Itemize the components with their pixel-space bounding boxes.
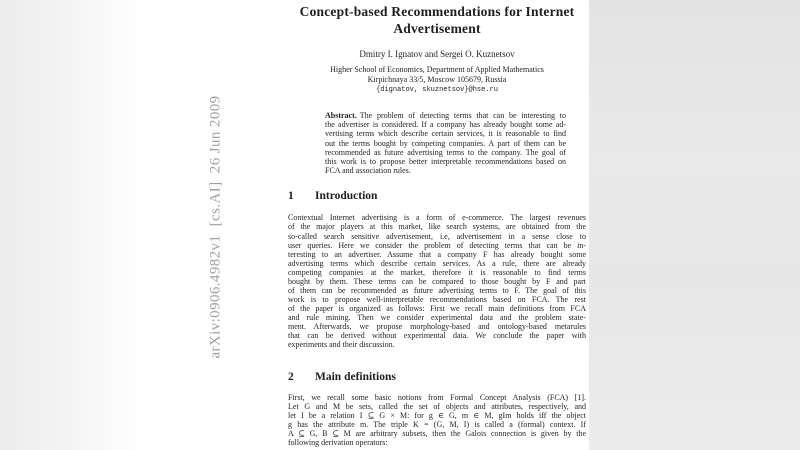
section-1-paragraph bbox=[288, 213, 586, 349]
text-line: ment. Afterwards, we propose morphology-based and ontology-based metarules bbox=[288, 321, 586, 331]
text-line: following derivation operators: bbox=[288, 438, 388, 448]
text-line: teresting to an advertiser. Assume that a company F has already bought some bbox=[288, 249, 586, 259]
text-line: vertising terms which describe certain services, it is reasonable to find bbox=[325, 129, 566, 139]
text-line: A ⊆ G, B ⊆ M are arbitrary subsets, then the Galois connection is given by the bbox=[288, 429, 586, 439]
text-line: out the terms bought by competing companies. A part of them can be bbox=[325, 138, 566, 148]
text-line: of the major players at this market, like search systems, are obtained from the bbox=[288, 222, 586, 232]
text-line: First, we recall some basic notions from Formal Concept Analysis (FCA) [1]. bbox=[288, 393, 586, 403]
arxiv-watermark: arXiv:0906.4982v1 [cs.AI] 26 Jun 2009 bbox=[207, 95, 224, 359]
text-line: bought by them. These terms can be compared to those bought by F and part bbox=[288, 276, 586, 286]
section-1-title: Introduction bbox=[315, 190, 378, 203]
text-line: g has the attribute m. The triple K = (G, M, I) is called a (formal) context. If bbox=[288, 420, 586, 430]
text-line: and rule mining. Then we consider experimental data and the problem state- bbox=[288, 312, 586, 322]
text-line: of the paper is organized as follows: First we recall main definitions from FCA bbox=[288, 303, 586, 313]
affiliation bbox=[288, 65, 586, 85]
text-line: Concept-based Recommendations for Internet bbox=[299, 4, 575, 19]
authors-line: Dmitry I. Ignatov and Sergei O. Kuznetsov bbox=[359, 49, 515, 59]
abstract-lines bbox=[325, 120, 566, 175]
section-2-number: 2 bbox=[288, 371, 294, 384]
paper-title bbox=[288, 0, 586, 37]
abstract-label: Abstract. bbox=[325, 111, 357, 120]
text-line: let I be a relation I ⊆ G × M: for g ∈ G, m ∈ M, gIm holds iff the object bbox=[288, 411, 586, 421]
text-line: advertising terms which describe certain services. As a rule, there are already bbox=[288, 258, 586, 268]
text-line: so-called search sensitive advertisement, i.e, advertisement in a sense close to bbox=[288, 231, 586, 241]
text-line: user queries. Here we consider the problem of detecting terms that can be in- bbox=[288, 240, 586, 250]
text-line: Higher School of Economics, Department of Applied Mathematics bbox=[330, 65, 544, 74]
text-line: that can be derived without experimental data. We conclude the paper with bbox=[288, 331, 586, 341]
section-1-heading bbox=[288, 190, 586, 203]
text-line: this work is to propose better interpretable recommendations based on bbox=[325, 157, 566, 167]
text-line: FCA and association rules. bbox=[325, 166, 411, 176]
text-line: experiments and their discussion. bbox=[288, 340, 395, 350]
section-2-heading bbox=[288, 371, 586, 384]
page-left-shade bbox=[0, 0, 185, 450]
abstract-first-text: The problem of detecting terms that can be interesting to bbox=[359, 111, 566, 120]
text-line: competing companies at the market, therefore it is reasonable to find terms bbox=[288, 267, 586, 277]
abstract-block bbox=[325, 111, 566, 175]
section-1-number: 1 bbox=[288, 190, 294, 203]
text-line: Contextual Internet advertising is a form of e-commerce. The largest revenues bbox=[288, 213, 586, 223]
paper-content bbox=[288, 0, 586, 447]
text-line: the advertiser is considered. If a company has already bought some ad- bbox=[325, 120, 566, 130]
text-line: of them can be recommended as future advertising terms to F. The goal of this bbox=[288, 285, 586, 295]
text-line: Advertisement bbox=[393, 21, 481, 36]
desk-background-right bbox=[589, 0, 800, 450]
email-line: {dignatov, skuznetsov}@hse.ru bbox=[376, 86, 498, 94]
section-2-title: Main definitions bbox=[315, 371, 396, 384]
abstract-first-line bbox=[325, 111, 566, 120]
text-line: Let G and M be sets, called the set of objects and attributes, respectively, and bbox=[288, 402, 586, 412]
text-line: Kirpichnaya 33/5, Moscow 105679, Russia bbox=[367, 75, 507, 84]
text-line: recommended as future advertising terms to the company. The goal of bbox=[325, 147, 566, 157]
text-line: work is to propose well-interpretable recommendations based on FCA. The rest bbox=[288, 294, 586, 304]
section-2-paragraph bbox=[288, 393, 586, 447]
